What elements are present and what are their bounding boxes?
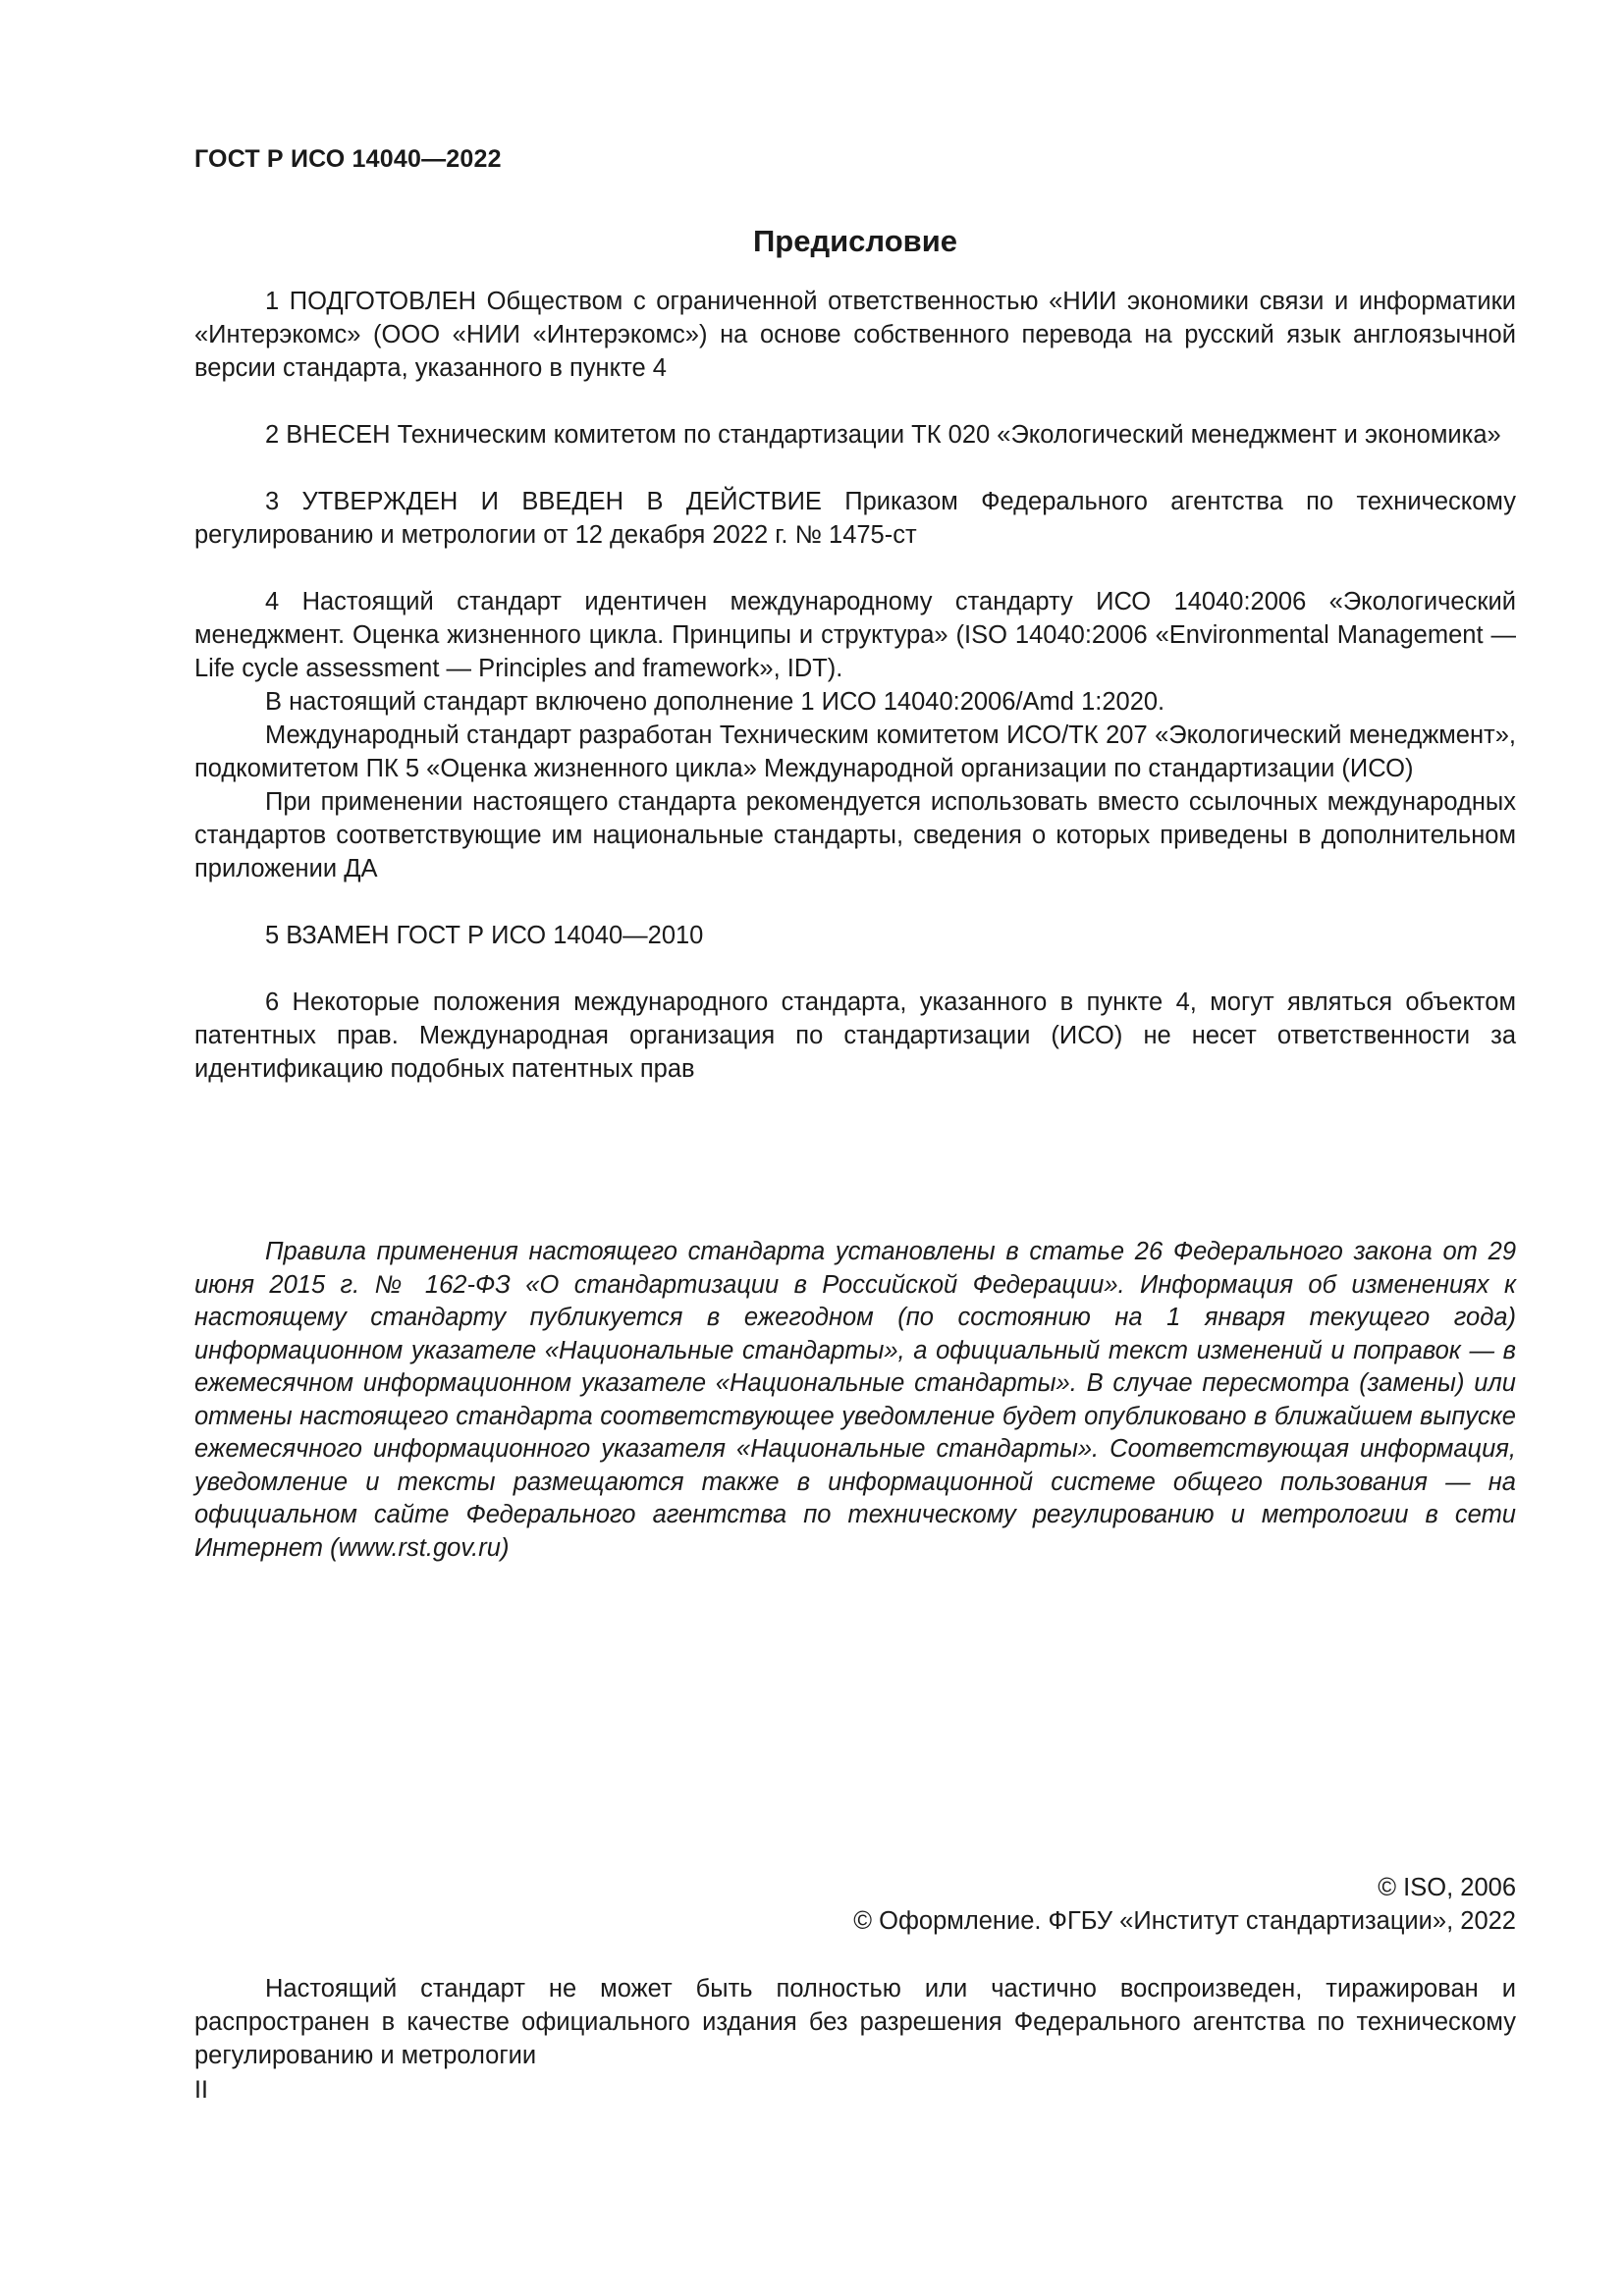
paragraph-item-6: 6 Некоторые положения международного стандарта, указанного в пункте 4, могут являться объектом патентных прав. Международная организация по стандартизации (ИСО) не несет ответственности за идентификацию подобных патентных прав [194,988,1516,1083]
preface-body [194,285,1516,1086]
copyright-design: © Оформление. ФГБУ «Институт стандартизации», 2022 [853,1907,1516,1935]
paragraph-item-5: 5 ВЗАМЕН ГОСТ Р ИСО 14040—2010 [265,922,704,949]
application-rules-notice: Правила применения настоящего стандарта установлены в статье 26 Федерального закона от 29 июня 2015 г. № 162-ФЗ «О стандартизации в Российской Федерации». Информация об изменениях к настоящему стандарту публикуется в ежегодном (по состоянию на 1 января текущего года) информационном указателе «Национальные стандарты», а официальный текст изменений и поправок — в ежемесячном информационном указателе «Национальные стандарты». В случае пересмотра (замены) или отмены настоящего стандарта соответствующее уведомление будет опубликовано в ближайшем выпуске ежемесячного информационного указателя «Национальные стандарты». Соответствующая информация, уведомление и тексты размещаются также в информационной системе общего пользования — на официальном сайте Федерального агентства по техническому регулированию и метрологии в сети Интернет (www.rst.gov.ru) [194,1238,1516,1562]
page-title: Предисловие [752,224,957,258]
page-number: II [194,2076,208,2104]
copyright-iso: © ISO, 2006 [1378,1874,1516,1901]
paragraph-item-4-developer: Международный стандарт разработан Техническим комитетом ИСО/ТК 207 «Экологический менеджмент», подкомитетом ПК 5 «Оценка жизненного цикла» Международной организации по стандартизации (ИСО) [194,721,1516,782]
paragraph-item-4-amendment: В настоящий стандарт включено дополнение 1 ИСО 14040:2006/Amd 1:2020. [265,688,1165,716]
paragraph-item-2: 2 ВНЕСЕН Техническим комитетом по стандартизации ТК 020 «Экологический менеджмент и экономика» [265,421,1501,449]
document-code: ГОСТ Р ИСО 14040—2022 [194,145,502,173]
copyright-block [194,1871,1516,1938]
paragraph-item-4-references: При применении настоящего стандарта рекомендуется использовать вместо ссылочных международных стандартов соответствующие им национальные стандарты, сведения о которых приведены в дополнительном приложении ДА [194,788,1516,882]
paragraph-item-1: 1 ПОДГОТОВЛЕН Обществом с ограниченной ответственностью «НИИ экономики связи и информатики «Интерэкомс» (ООО «НИИ «Интерэкомс») на основе собственного перевода на русский язык англоязычной версии стандарта, указанного в пункте 4 [194,288,1516,382]
paragraph-item-4: 4 Настоящий стандарт идентичен международному стандарту ИСО 14040:2006 «Экологический менеджмент. Оценка жизненного цикла. Принципы и структура» (ISO 14040:2006 «Environmental Management — Life cycle assessment — Principles and framework», IDT). [194,588,1516,682]
paragraph-item-3: 3 УТВЕРЖДЕН И ВВЕДЕН В ДЕЙСТВИЕ Приказом Федерального агентства по техническому регулированию и метрологии от 12 декабря 2022 г. № 1475-ст [194,488,1516,549]
reproduction-notice: Настоящий стандарт не может быть полностью или частично воспроизведен, тиражирован и распространен в качестве официального издания без разрешения Федерального агентства по техническому регулированию и метрологии [194,1975,1516,2069]
document-page [194,0,1516,2296]
